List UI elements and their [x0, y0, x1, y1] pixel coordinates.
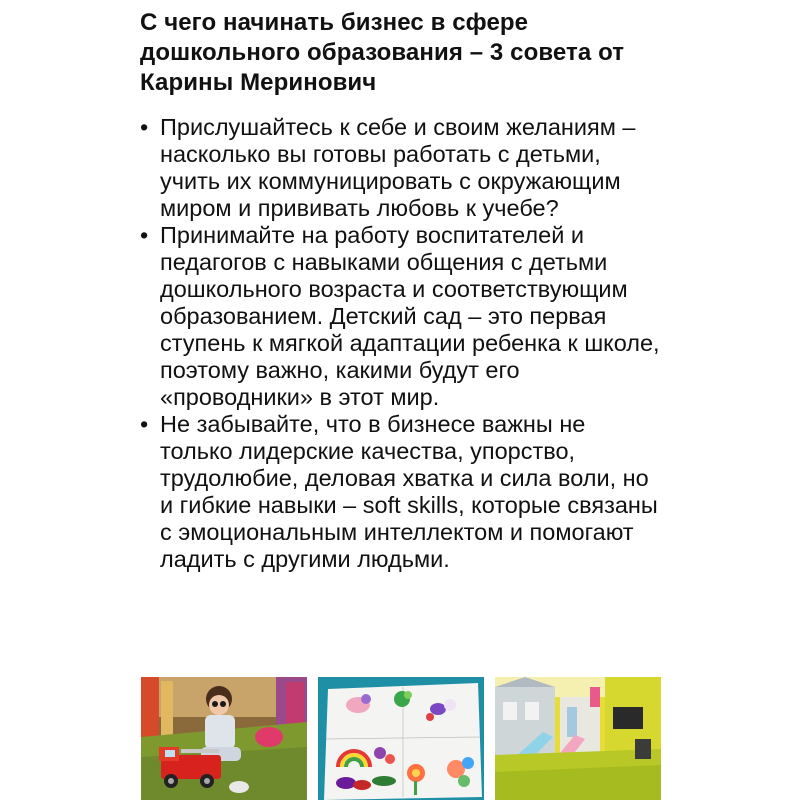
article-title: С чего начинать бизнес в сфере дошкольного образования – 3 совета от Карины Меринович [140, 9, 625, 96]
tip-text: Принимайте на работу воспитателей и педагогов с навыками общения с детьми дошкольного возраста и соответствующим образованием. Детский сад – это первая ступень к мягкой адаптации ребенка к школе, поэтому важно, какими будут его «проводники» в этот мир. [160, 222, 660, 410]
photo-playroom[interactable] [495, 677, 661, 800]
photo-playroom-image [495, 677, 661, 800]
photo-plasticine-crafts-image [318, 677, 484, 800]
tip-text: Не забывайте, что в бизнесе важны не только лидерские качества, упорство, трудолюбие, деловая хватка и сила воли, но и гибкие навыки – soft skills, которые связаны с эмоциональным интеллектом и помогают ладить с другими людьми. [160, 411, 658, 572]
bullet-icon: • [140, 411, 149, 437]
list-item [140, 222, 660, 411]
photo-child-with-toy-truck-image [141, 677, 307, 800]
list-item [140, 114, 660, 222]
bullet-icon: • [140, 222, 149, 248]
photo-gallery [141, 677, 661, 800]
photo-plasticine-crafts[interactable] [318, 677, 484, 800]
photo-child-with-toy-truck[interactable] [141, 677, 307, 800]
tip-text: Прислушайтесь к себе и своим желаниям – насколько вы готовы работать с детьми, учить их коммуницировать с окружающим миром и прививать любовь к учебе? [160, 114, 636, 221]
bullet-icon: • [140, 114, 149, 140]
article [140, 8, 660, 573]
list-item [140, 411, 660, 573]
tips-list [140, 114, 660, 573]
